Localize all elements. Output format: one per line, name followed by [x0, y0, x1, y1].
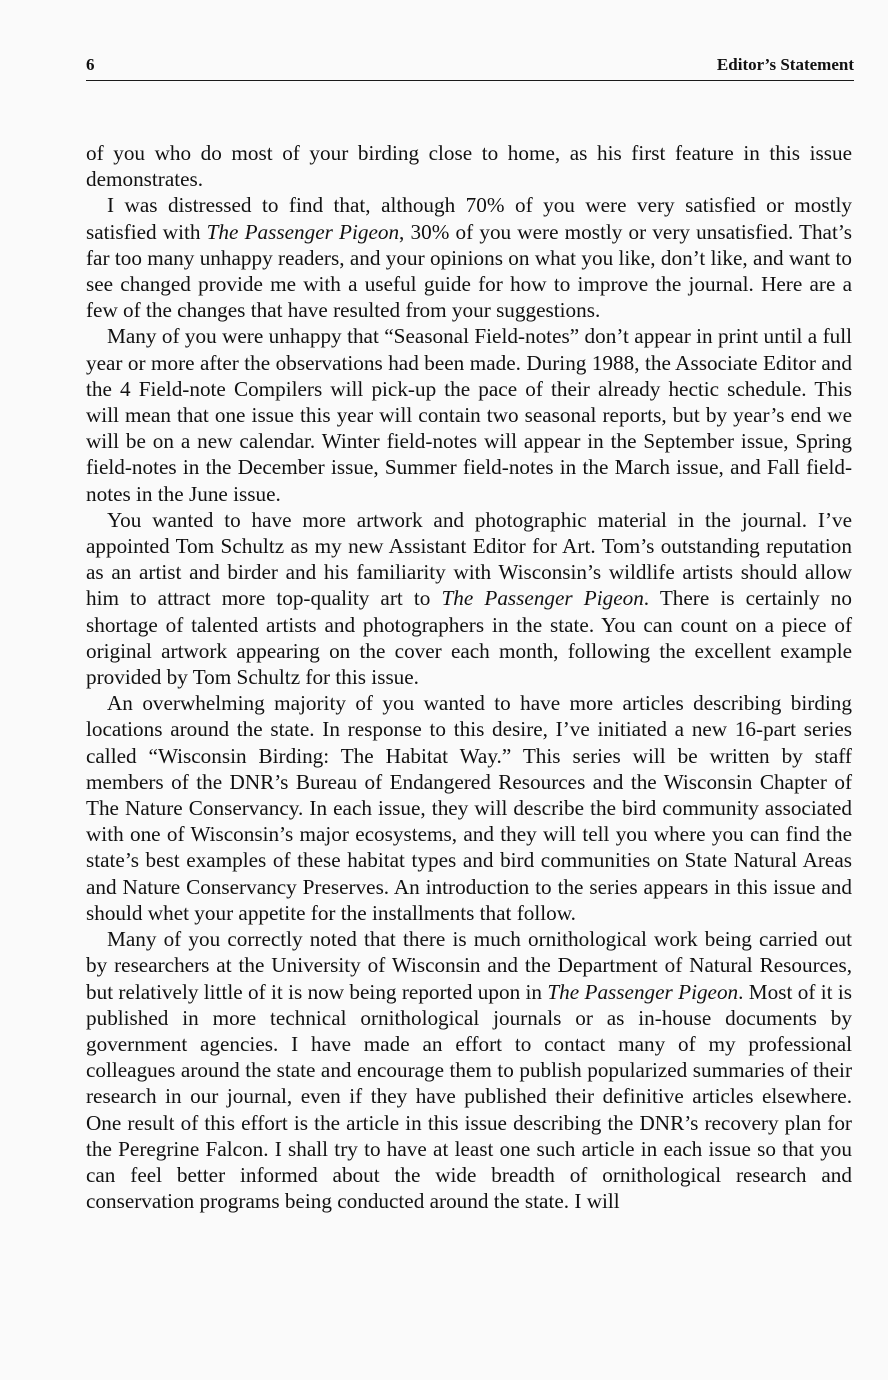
- section-title: Editor’s Statement: [716, 55, 854, 74]
- paragraph-continuation: [86, 140, 852, 192]
- article-body: [86, 140, 852, 1214]
- running-head: [86, 50, 854, 81]
- paragraph-text: You wanted to have more artwork and photographic material in the journal. I’ve appointed Tom Schultz as my new Assistant Editor for Art. Tom’s outstanding reputation as an artist and birder and his familiarity with Wisconsin’s wildlife artists should allow him to attract more top-quality art to: [86, 507, 852, 611]
- paragraph-birding-locations: [86, 690, 852, 926]
- paragraph-text: An overwhelming majority of you wanted to have more articles describing birding locations around the state. In response to this desire, I’ve initiated a new 16-part series called “Wisconsin Birding: The Habitat Way.” This series will be written by staff members of the DNR’s Bureau of Endangered Resources and the Wisconsin Chapter of The Nature Conservancy. In each issue, they will describe the bird community associated with one of Wisconsin’s major ecosystems, and they will tell you where you can find the state’s best examples of these habitat types and bird communities on State Natural Areas and Nature Conservancy Preserves. An introduction to the series appears in this issue and should whet your appetite for the installments that follow.: [86, 691, 852, 925]
- journal-title-italic: The Passenger Pigeon: [441, 586, 644, 611]
- paragraph-text: . Most of it is published in more technical ornithological journals or as in-house documents by government agencies. I have made an effort to contact many of my professional colleagues around the state and encourage them to publish popularized summaries of their research in our journal, even if they have published their definitive articles elsewhere. One result of this effort is the article in this issue describing the DNR’s recovery plan for the Peregrine Falcon. I shall try to have at least one such article in each issue so that you can feel better informed about the wide breadth of ornithological research and conservation programs being conducted around the state. I will: [86, 979, 852, 1214]
- paragraph-artwork: [86, 507, 852, 690]
- paragraph-survey-satisfaction: [86, 192, 852, 323]
- page-number: 6: [86, 55, 95, 74]
- paragraph-text: Many of you were unhappy that “Seasonal Field-notes” don’t appear in print until a full year or more after the observations had been made. During 1988, the Associate Editor and the 4 Field-note Compilers will pick-up the pace of their already hectic schedule. This will mean that one issue this year will contain two seasonal reports, but by year’s end we will be on a new calendar. Winter field-notes will appear in the September issue, Spring field-notes in the December issue, Summer field-notes in the March issue, and Fall field-notes in the June issue.: [86, 324, 852, 506]
- paragraph-text: Many of you correctly noted that there is much ornithological work being carried out by researchers at the University of Wisconsin and the Department of Natural Resources, but relatively little of it is now being reported upon in: [86, 927, 852, 1004]
- journal-title-italic: The Passenger Pigeon: [547, 979, 739, 1004]
- paragraph-text: , 30% of you were mostly or very unsatisfied. That’s far too many unhappy readers, and your opinions on what you like, don’t like, and want to see changed provide me with a useful guide for how to improve the journal. Here are a few of the changes that have resulted from your suggestions.: [86, 219, 852, 323]
- paragraph-text: of you who do most of your birding close to home, as his first feature in this issue demonstrates.: [86, 141, 852, 192]
- paragraph-ornithological-research: [86, 926, 852, 1214]
- paragraph-text: I was distressed to find that, although 70% of you were very satisfied or mostly satisfied with: [86, 193, 852, 244]
- paragraph-seasonal-field-notes: [86, 323, 852, 506]
- paragraph-text: . There is certainly no shortage of talented artists and photographers in the state. You can count on a piece of original artwork appearing on the cover each month, following the excellent example provided by Tom Schultz for this issue.: [86, 586, 852, 690]
- journal-title-italic: The Passenger Pigeon: [206, 219, 400, 244]
